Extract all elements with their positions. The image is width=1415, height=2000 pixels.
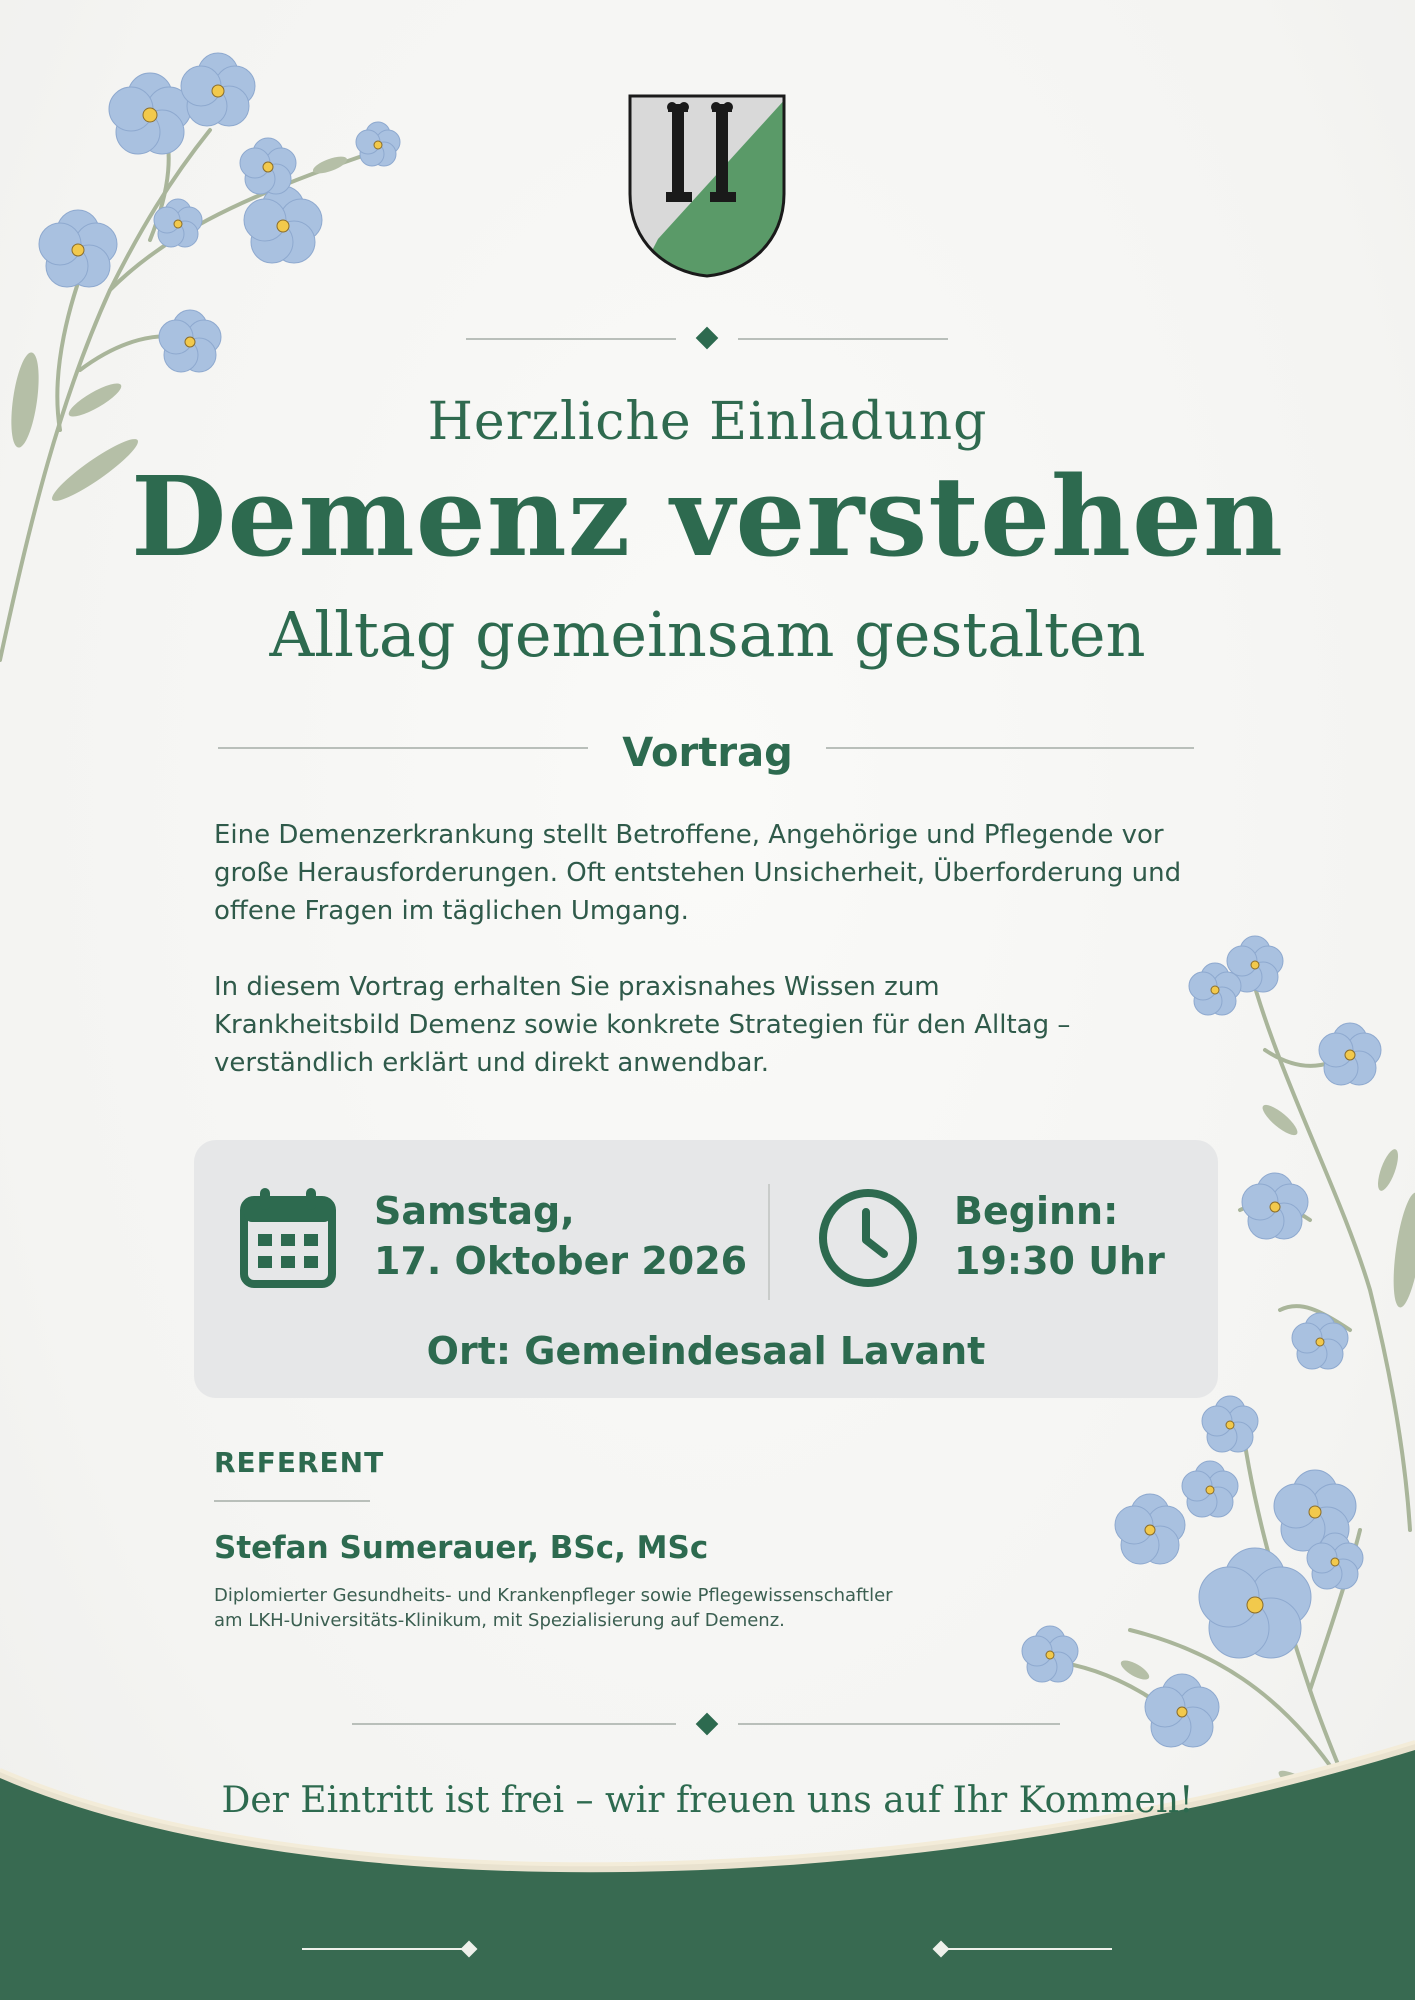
footer-wave — [0, 1730, 1415, 2000]
event-time — [954, 1186, 1165, 1286]
event-location: Ort: Gemeindesaal Lavant — [426, 1329, 986, 1373]
page-subtitle: Alltag gemeinsam gestalten — [269, 598, 1146, 671]
referent-name: Stefan Sumerauer, BSc, MSc — [214, 1530, 709, 1566]
referent-description-line: Diplomierter Gesundheits- und Krankenpfleger sowie Pflegewissenschaftler — [214, 1585, 893, 1606]
invite-heading: Herzliche Einladung — [427, 392, 988, 452]
paragraph-intro-line: große Herausforderungen. Oft entstehen Unsicherheit, Überforderung und — [214, 858, 1182, 888]
event-date — [374, 1186, 747, 1286]
referent-description-line: am LKH-Universitäts-Klinikum, mit Spezialisierung auf Demenz. — [214, 1610, 785, 1631]
clock-icon — [816, 1186, 920, 1290]
paragraph-intro — [214, 816, 1204, 930]
event-date-full: 17. Oktober 2026 — [374, 1239, 748, 1283]
calendar-icon — [240, 1186, 336, 1290]
paragraph-intro-line: Eine Demenzerkrankung stellt Betroffene, Angehörige und Pflegende vor — [214, 820, 1164, 850]
top-divider-left — [466, 338, 676, 340]
referent-description — [214, 1583, 934, 1633]
section-divider-right — [826, 747, 1194, 749]
referent-heading: REFERENT — [214, 1446, 385, 1479]
top-divider-diamond — [696, 327, 719, 350]
bottom-divider-left — [352, 1723, 676, 1725]
event-date-weekday: Samstag, — [374, 1189, 575, 1233]
coat-of-arms-logo — [628, 94, 788, 278]
paragraph-detail-line: verständlich erklärt und direkt anwendbar. — [214, 1048, 770, 1078]
top-divider-right — [738, 338, 948, 340]
paragraph-detail — [214, 968, 1204, 1082]
event-time-label: Beginn: — [954, 1189, 1119, 1233]
event-time-value: 19:30 Uhr — [954, 1239, 1165, 1283]
footer-message: Der Eintritt ist frei – wir freuen uns auf Ihr Kommen! — [221, 1780, 1194, 1821]
section-heading: Vortrag — [622, 730, 793, 776]
paragraph-detail-line: In diesem Vortrag erhalten Sie praxisnahes Wissen zum — [214, 972, 940, 1002]
paragraph-intro-line: offene Fragen im täglichen Umgang. — [214, 896, 689, 926]
page-title: Demenz verstehen — [130, 452, 1284, 581]
info-divider — [768, 1184, 770, 1300]
bottom-divider-right — [738, 1723, 1060, 1725]
flower-decoration-top-left — [0, 40, 420, 680]
referent-underline — [214, 1500, 370, 1502]
paragraph-detail-line: Krankheitsbild Demenz sowie konkrete Strategien für den Alltag – — [214, 1010, 1071, 1040]
